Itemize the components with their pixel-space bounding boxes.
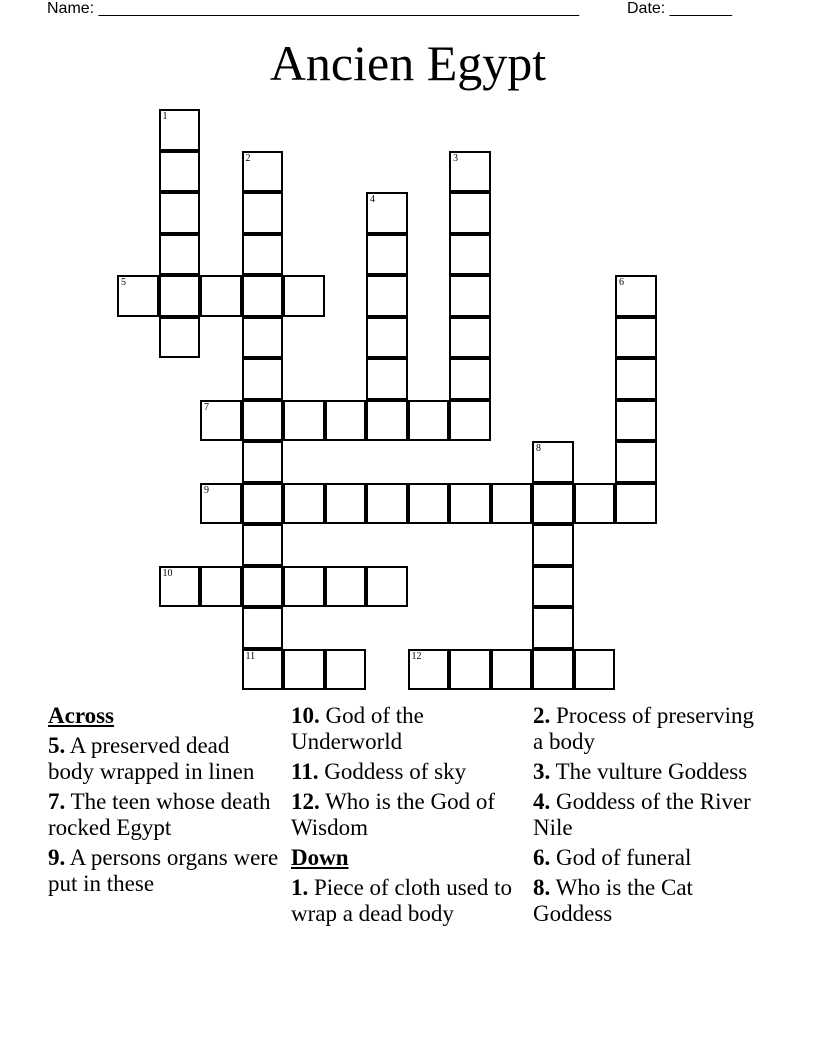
grid-cell[interactable]	[615, 483, 657, 525]
clue-down-1: 1. Piece of cloth used to wrap a dead body	[291, 875, 513, 926]
clue-down-4: 4. Goddess of the River Nile	[533, 789, 751, 840]
grid-cell[interactable]	[449, 358, 491, 400]
grid-cell[interactable]	[366, 234, 408, 276]
grid-cell[interactable]	[242, 400, 284, 442]
cell-number: 12	[411, 650, 422, 662]
grid-cell[interactable]	[532, 649, 574, 691]
grid-cell[interactable]	[242, 649, 284, 691]
clue-down-6: 6. God of funeral	[533, 845, 692, 870]
cell-number: 6	[619, 277, 624, 288]
grid-cell[interactable]	[325, 566, 367, 608]
cell-number: 11	[245, 650, 256, 662]
clue-across-10: 10. God of the Underworld	[291, 703, 424, 754]
cell-number: 3	[453, 152, 458, 164]
grid-cell[interactable]	[159, 275, 201, 317]
grid-cell[interactable]	[242, 441, 284, 483]
cell-number: 5	[121, 277, 126, 288]
clues-column-1	[48, 703, 280, 901]
grid-cell[interactable]	[159, 151, 201, 193]
grid-cell[interactable]	[159, 566, 201, 608]
clues-column-2	[291, 703, 523, 931]
grid-cell[interactable]	[159, 234, 201, 276]
grid-cell[interactable]	[325, 649, 367, 691]
grid-cell[interactable]	[449, 234, 491, 276]
grid-cell[interactable]	[200, 275, 242, 317]
cell-number: 2	[245, 152, 251, 164]
clue-across-5: 5. A preserved dead body wrapped in linen	[48, 733, 255, 784]
grid-cell[interactable]	[532, 607, 574, 649]
clue-across-9: 9. A persons organs were put in these	[48, 845, 279, 896]
cell-number: 9	[204, 484, 209, 496]
clues-column-3	[533, 703, 765, 931]
down-heading: Down	[291, 845, 349, 870]
grid-cell[interactable]	[574, 649, 616, 691]
clue-across-11: 11. Goddess of sky	[291, 759, 467, 784]
grid-cell[interactable]	[159, 109, 201, 151]
grid-cell[interactable]	[242, 234, 284, 276]
grid-cell[interactable]	[283, 483, 325, 525]
grid-cell[interactable]	[159, 317, 201, 359]
grid-cell[interactable]	[574, 483, 616, 525]
clue-across-12: 12. Who is the God of Wisdom	[291, 789, 496, 840]
cell-number: 8	[536, 443, 541, 454]
grid-cell[interactable]	[366, 483, 408, 525]
grid-cell[interactable]	[615, 400, 657, 442]
across-heading: Across	[48, 703, 115, 728]
grid-cell[interactable]	[200, 483, 242, 525]
grid-cell[interactable]	[242, 358, 284, 400]
grid-cell[interactable]	[491, 649, 533, 691]
grid-cell[interactable]	[449, 151, 491, 193]
cell-number: 4	[370, 194, 375, 205]
grid-cell[interactable]	[408, 649, 450, 691]
grid-cell[interactable]	[615, 275, 657, 317]
grid-cell[interactable]	[117, 275, 159, 317]
grid-cell[interactable]	[366, 566, 408, 608]
grid-cell[interactable]	[449, 649, 491, 691]
cell-number: 10	[162, 567, 173, 579]
grid-cell[interactable]	[615, 441, 657, 483]
grid-cell[interactable]	[532, 524, 574, 566]
cell-number: 7	[204, 401, 209, 413]
page-title: Ancien Egypt	[269, 35, 547, 91]
grid-cell[interactable]	[159, 192, 201, 234]
name-field-label: Name: ______________________________________________________	[47, 0, 580, 17]
grid-cell[interactable]	[366, 275, 408, 317]
grid-cell[interactable]	[449, 275, 491, 317]
grid-cell[interactable]	[532, 483, 574, 525]
grid-cell[interactable]	[242, 192, 284, 234]
date-field-label: Date: _______	[627, 0, 732, 17]
grid-cell[interactable]	[242, 151, 284, 193]
grid-cell[interactable]	[283, 649, 325, 691]
grid-cell[interactable]	[491, 483, 533, 525]
grid-cell[interactable]	[283, 400, 325, 442]
cell-number: 1	[162, 111, 168, 122]
grid-cell[interactable]	[449, 192, 491, 234]
grid-cell[interactable]	[366, 400, 408, 442]
grid-cell[interactable]	[283, 275, 325, 317]
clue-down-8: 8. Who is the Cat Goddess	[533, 875, 693, 926]
grid-cell[interactable]	[242, 275, 284, 317]
grid-cell[interactable]	[242, 566, 284, 608]
grid-cell[interactable]	[242, 607, 284, 649]
grid-cell[interactable]	[366, 317, 408, 359]
grid-cell[interactable]	[615, 317, 657, 359]
grid-cell[interactable]	[449, 400, 491, 442]
grid-cell[interactable]	[242, 483, 284, 525]
grid-cell[interactable]	[615, 358, 657, 400]
grid-cell[interactable]	[366, 192, 408, 234]
clue-down-3: 3. The vulture Goddess	[533, 759, 748, 784]
grid-cell[interactable]	[449, 317, 491, 359]
grid-cell[interactable]	[408, 400, 450, 442]
clue-down-2: 2. Process of preserving a body	[533, 703, 755, 754]
clue-across-7: 7. The teen whose death rocked Egypt	[48, 789, 271, 840]
grid-cell[interactable]	[200, 566, 242, 608]
grid-cell[interactable]	[408, 483, 450, 525]
grid-cell[interactable]	[242, 317, 284, 359]
grid-cell[interactable]	[366, 358, 408, 400]
grid-cell[interactable]	[325, 483, 367, 525]
grid-cell[interactable]	[200, 400, 242, 442]
grid-cell[interactable]	[325, 400, 367, 442]
grid-cell[interactable]	[242, 524, 284, 566]
grid-cell[interactable]	[449, 483, 491, 525]
grid-cell[interactable]	[283, 566, 325, 608]
grid-cell[interactable]	[532, 566, 574, 608]
grid-cell[interactable]	[532, 441, 574, 483]
